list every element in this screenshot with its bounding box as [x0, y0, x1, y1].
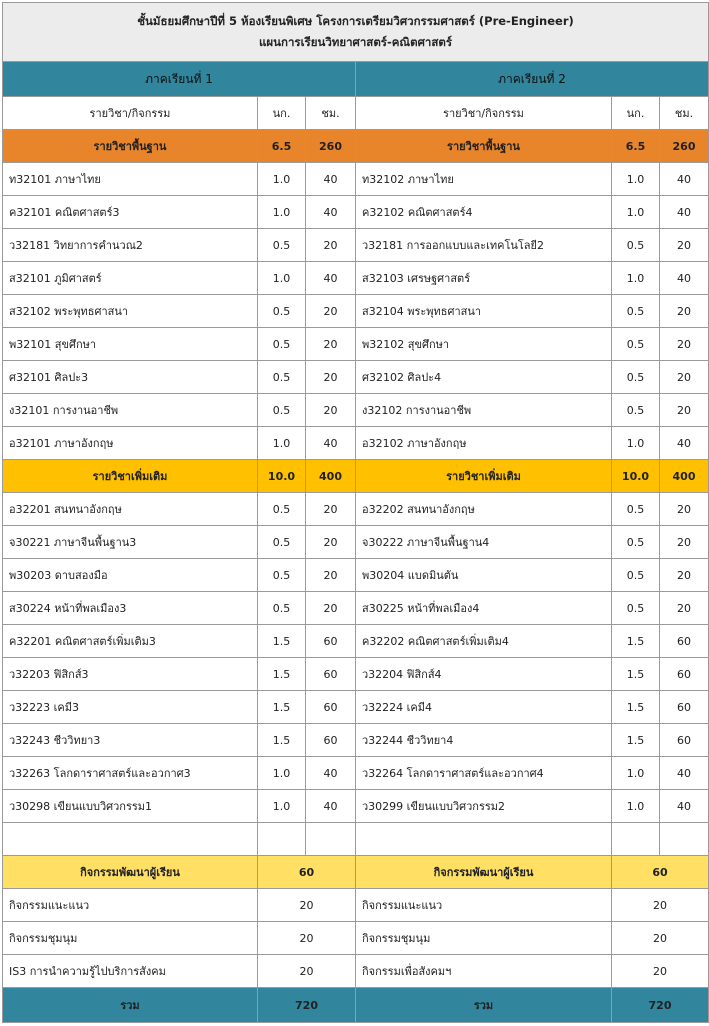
credits-value: 0.5 [612, 229, 660, 262]
hours-value: 20 [660, 592, 709, 625]
activity-hours: 60 [612, 856, 709, 889]
activity-name: กิจกรรมแนะแนว [3, 889, 258, 922]
subject-name: ส30224 หน้าที่พลเมือง3 [3, 592, 258, 625]
hours-value: 60 [306, 625, 356, 658]
credits-value: 1.5 [612, 658, 660, 691]
activity-name: กิจกรรมชุมนุม [3, 922, 258, 955]
blank-cell [3, 823, 258, 856]
activity-hours: 60 [258, 856, 356, 889]
subject-name: ว32224 เคมี4 [356, 691, 612, 724]
total-label: รวม [356, 988, 612, 1023]
credits-value: 1.5 [258, 691, 306, 724]
subject-name: ว30299 เขียนแบบวิศวกรรม2 [356, 790, 612, 823]
extra-course-row [3, 724, 709, 757]
hours-value: 20 [306, 592, 356, 625]
hours-value: 40 [306, 790, 356, 823]
activity-course-row [3, 922, 709, 955]
hours-value: 20 [306, 361, 356, 394]
credits-value: 0.5 [612, 394, 660, 427]
subject-name: จ30221 ภาษาจีนพื้นฐาน3 [3, 526, 258, 559]
hours-value: 60 [306, 724, 356, 757]
extra-section-header [3, 460, 709, 493]
credits-value: 1.0 [612, 790, 660, 823]
activity-label: กิจกรรมพัฒนาผู้เรียน [3, 856, 258, 889]
subject-name: ว32243 ชีววิทยา3 [3, 724, 258, 757]
credits-value: 1.0 [258, 196, 306, 229]
credits-value: 0.5 [258, 394, 306, 427]
hours-value: 40 [306, 196, 356, 229]
subject-name: อ32201 สนทนาอังกฤษ [3, 493, 258, 526]
credits-value: 0.5 [258, 328, 306, 361]
subject-name: ว32264 โลกดาราศาสตร์และอวกาศ4 [356, 757, 612, 790]
subject-col-header: รายวิชา/กิจกรรม [3, 97, 258, 130]
subject-name: ว32223 เคมี3 [3, 691, 258, 724]
credits-value: 0.5 [258, 592, 306, 625]
curriculum-table [2, 2, 709, 1023]
hours-value: 60 [660, 724, 709, 757]
hours-value: 60 [660, 658, 709, 691]
semester-2-header: ภาคเรียนที่ 2 [356, 62, 709, 97]
subject-name: ศ32101 ศิลปะ3 [3, 361, 258, 394]
subject-name: ท32101 ภาษาไทย [3, 163, 258, 196]
credits-value: 1.5 [612, 625, 660, 658]
hours-value: 20 [660, 394, 709, 427]
credits-value: 0.5 [258, 526, 306, 559]
activity-hours-value: 20 [258, 922, 356, 955]
credits-col-header: นก. [258, 97, 306, 130]
credits-value: 1.5 [612, 691, 660, 724]
subject-name: ส32102 พระพุทธศาสนา [3, 295, 258, 328]
extra-credits: 10.0 [258, 460, 306, 493]
title-line-1: ชั้นมัธยมศึกษาปีที่ 5 ห้องเรียนพิเศษ โครงการเตรียมวิศวกรรมศาสตร์ (Pre-Engineer) [137, 14, 574, 28]
activity-hours-value: 20 [258, 955, 356, 988]
activity-course-row [3, 889, 709, 922]
blank-cell [660, 823, 709, 856]
hours-value: 60 [306, 658, 356, 691]
hours-value: 40 [660, 757, 709, 790]
subject-col-header: รายวิชา/กิจกรรม [356, 97, 612, 130]
hours-value: 40 [660, 196, 709, 229]
extra-course-row [3, 592, 709, 625]
extra-course-row [3, 691, 709, 724]
extra-course-row [3, 658, 709, 691]
subject-name: อ32202 สนทนาอังกฤษ [356, 493, 612, 526]
activity-course-row [3, 955, 709, 988]
hours-value: 20 [306, 295, 356, 328]
subject-name: อ32102 ภาษาอังกฤษ [356, 427, 612, 460]
subject-name: ง32101 การงานอาชีพ [3, 394, 258, 427]
credits-value: 0.5 [612, 328, 660, 361]
core-course-row [3, 295, 709, 328]
hours-value: 60 [660, 691, 709, 724]
subject-name: ว32244 ชีววิทยา4 [356, 724, 612, 757]
subject-name: ส32103 เศรษฐศาสตร์ [356, 262, 612, 295]
credits-value: 1.0 [612, 262, 660, 295]
credits-value: 0.5 [258, 229, 306, 262]
hours-value: 20 [660, 526, 709, 559]
hours-value: 20 [306, 328, 356, 361]
activity-section-header [3, 856, 709, 889]
extra-label: รายวิชาเพิ่มเติม [3, 460, 258, 493]
credits-value: 1.0 [612, 757, 660, 790]
core-course-row [3, 328, 709, 361]
hours-value: 20 [660, 229, 709, 262]
activity-name: IS3 การนำความรู้ไปบริการสังคม [3, 955, 258, 988]
hours-col-header: ชม. [306, 97, 356, 130]
total-label: รวม [3, 988, 258, 1023]
credits-value: 1.5 [258, 625, 306, 658]
credits-value: 0.5 [612, 559, 660, 592]
subject-name: ง32102 การงานอาชีพ [356, 394, 612, 427]
core-label: รายวิชาพื้นฐาน [3, 130, 258, 163]
hours-value: 40 [660, 262, 709, 295]
subject-name: ค32202 คณิตศาสตร์เพิ่มเติม4 [356, 625, 612, 658]
hours-value: 40 [660, 163, 709, 196]
core-course-row [3, 163, 709, 196]
activity-hours-value: 20 [612, 889, 709, 922]
credits-value: 1.0 [258, 757, 306, 790]
credits-value: 0.5 [612, 592, 660, 625]
core-section-header [3, 130, 709, 163]
core-credits: 6.5 [612, 130, 660, 163]
core-credits: 6.5 [258, 130, 306, 163]
core-course-row [3, 229, 709, 262]
hours-value: 20 [660, 361, 709, 394]
subject-name: ศ32102 ศิลปะ4 [356, 361, 612, 394]
subject-name: ว32203 ฟิสิกส์3 [3, 658, 258, 691]
credits-value: 1.5 [258, 724, 306, 757]
subject-name: พ32101 สุขศึกษา [3, 328, 258, 361]
extra-hours: 400 [660, 460, 709, 493]
hours-value: 60 [660, 625, 709, 658]
hours-value: 40 [306, 262, 356, 295]
activity-name: กิจกรรมชุมนุม [356, 922, 612, 955]
subject-name: จ30222 ภาษาจีนพื้นฐาน4 [356, 526, 612, 559]
core-hours: 260 [306, 130, 356, 163]
activity-hours-value: 20 [258, 889, 356, 922]
title-line-2: แผนการเรียนวิทยาศาสตร์-คณิตศาสตร์ [259, 35, 452, 49]
hours-value: 20 [660, 295, 709, 328]
subject-name: ส32104 พระพุทธศาสนา [356, 295, 612, 328]
page-title [3, 3, 709, 62]
core-label: รายวิชาพื้นฐาน [356, 130, 612, 163]
hours-col-header: ชม. [660, 97, 709, 130]
hours-value: 40 [660, 427, 709, 460]
activity-label: กิจกรรมพัฒนาผู้เรียน [356, 856, 612, 889]
activity-hours-value: 20 [612, 922, 709, 955]
subject-name: ว32204 ฟิสิกส์4 [356, 658, 612, 691]
subject-name: ว32263 โลกดาราศาสตร์และอวกาศ3 [3, 757, 258, 790]
credits-value: 1.0 [258, 790, 306, 823]
hours-value: 20 [306, 229, 356, 262]
credits-col-header: นก. [612, 97, 660, 130]
subject-name: ว30298 เขียนแบบวิศวกรรม1 [3, 790, 258, 823]
credits-value: 1.0 [612, 427, 660, 460]
hours-value: 60 [306, 691, 356, 724]
extra-course-row [3, 790, 709, 823]
credits-value: 0.5 [612, 493, 660, 526]
subject-name: ส30225 หน้าที่พลเมือง4 [356, 592, 612, 625]
hours-value: 40 [306, 427, 356, 460]
activity-name: กิจกรรมเพื่อสังคมฯ [356, 955, 612, 988]
blank-cell [356, 823, 612, 856]
blank-cell [612, 823, 660, 856]
credits-value: 1.0 [258, 262, 306, 295]
credits-value: 0.5 [258, 295, 306, 328]
subject-name: ส32101 ภูมิศาสตร์ [3, 262, 258, 295]
credits-value: 1.0 [258, 427, 306, 460]
total-row [3, 988, 709, 1023]
core-hours: 260 [660, 130, 709, 163]
activity-name: กิจกรรมแนะแนว [356, 889, 612, 922]
core-course-row [3, 196, 709, 229]
credits-value: 1.0 [612, 163, 660, 196]
extra-course-row [3, 559, 709, 592]
extra-hours: 400 [306, 460, 356, 493]
hours-value: 40 [306, 757, 356, 790]
column-header-row [3, 97, 709, 130]
core-course-row [3, 361, 709, 394]
extra-course-row [3, 625, 709, 658]
subject-name: ว32181 วิทยาการคำนวณ2 [3, 229, 258, 262]
subject-name: อ32101 ภาษาอังกฤษ [3, 427, 258, 460]
hours-value: 20 [660, 328, 709, 361]
credits-value: 0.5 [612, 526, 660, 559]
hours-value: 20 [306, 493, 356, 526]
semester-1-header: ภาคเรียนที่ 1 [3, 62, 356, 97]
hours-value: 40 [660, 790, 709, 823]
extra-course-row [3, 526, 709, 559]
credits-value: 0.5 [258, 559, 306, 592]
credits-value: 1.5 [612, 724, 660, 757]
credits-value: 0.5 [612, 295, 660, 328]
hours-value: 20 [660, 559, 709, 592]
blank-row [3, 823, 709, 856]
total-hours: 720 [612, 988, 709, 1023]
title-row [3, 3, 709, 62]
credits-value: 1.0 [258, 163, 306, 196]
subject-name: พ30204 แบดมินตัน [356, 559, 612, 592]
subject-name: พ32102 สุขศึกษา [356, 328, 612, 361]
hours-value: 40 [306, 163, 356, 196]
credits-value: 1.5 [258, 658, 306, 691]
core-course-row [3, 262, 709, 295]
core-course-row [3, 427, 709, 460]
extra-course-row [3, 493, 709, 526]
credits-value: 0.5 [258, 493, 306, 526]
hours-value: 20 [306, 559, 356, 592]
extra-credits: 10.0 [612, 460, 660, 493]
subject-name: ค32102 คณิตศาสตร์4 [356, 196, 612, 229]
total-hours: 720 [258, 988, 356, 1023]
activity-hours-value: 20 [612, 955, 709, 988]
credits-value: 1.0 [612, 196, 660, 229]
hours-value: 20 [306, 526, 356, 559]
core-course-row [3, 394, 709, 427]
subject-name: ค32101 คณิตศาสตร์3 [3, 196, 258, 229]
subject-name: ท32102 ภาษาไทย [356, 163, 612, 196]
hours-value: 20 [660, 493, 709, 526]
extra-label: รายวิชาเพิ่มเติม [356, 460, 612, 493]
blank-cell [258, 823, 306, 856]
extra-course-row [3, 757, 709, 790]
subject-name: ว32181 การออกแบบและเทคโนโลยี2 [356, 229, 612, 262]
credits-value: 0.5 [612, 361, 660, 394]
subject-name: พ30203 ดาบสองมือ [3, 559, 258, 592]
hours-value: 20 [306, 394, 356, 427]
semester-header-row [3, 62, 709, 97]
credits-value: 0.5 [258, 361, 306, 394]
subject-name: ค32201 คณิตศาสตร์เพิ่มเติม3 [3, 625, 258, 658]
blank-cell [306, 823, 356, 856]
